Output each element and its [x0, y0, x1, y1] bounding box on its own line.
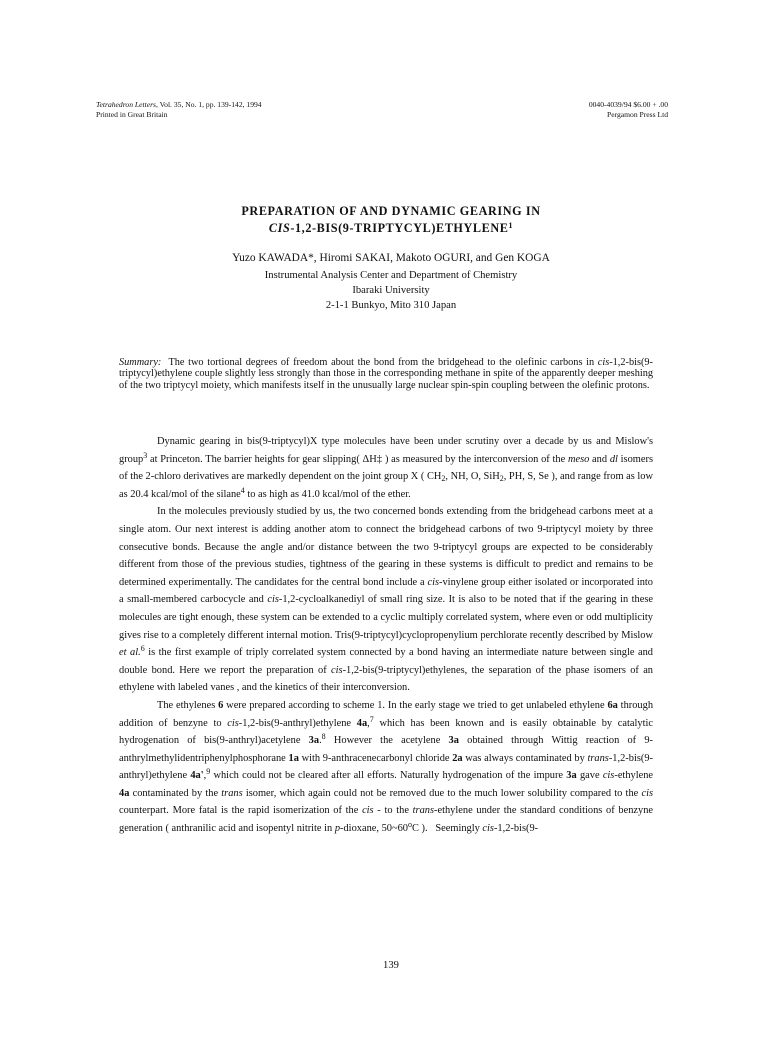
publisher: Pergamon Press Ltd: [606, 110, 668, 119]
summary-label: Summary:: [119, 357, 162, 368]
paragraph-2: In the molecules previously studied by us, the two concerned bonds extending from the bridgehead carbons meet at a single atom. Our next interest is adding another atom to connect the bridgehead carbons of two 9-triptycyl moiety by three consecutive bonds. Because the angle and/or distance between the two 9-triptycyl groups are expected to be considerably different from those of the previous studies, tightness of the gearing in these systems is difficult to predict and remains to be determined experimentally. The candidates for the central bond include a cis-vinylene group either isolated or incorporated into a small-membered carbocycle and cis-1,2-cycloalkanediyl of small ring size. It is also to be noted that if the gearing in these molecules are tight enough, these system can be extended to a cyclic multiply correlated system, where even or odd multiplicity gives rise to a completely different internal motion. Tris(9-triptycyl)cyclopropenylium perchlorate recently described by Mislow et al.$^6$ is the first example of triply correlated system connected by a bond having an intermediate nature between single and double bond. Here we report the preparation of cis-1,2-bis(9-triptycyl)ethylenes, the separation of the phase isomers of an ethylene with labeled vanes , and the kinetics of their interconversion.: [119, 506, 654, 694]
paper-title: [96, 203, 686, 237]
body-text: [119, 433, 653, 838]
journal-citation: Tetrahedron Letters, Vol. 35, No. 1, pp. 139-142, 1994: [96, 100, 262, 109]
issn-price: 0040-4039/94 $6.00 + .00: [588, 100, 668, 109]
title-line-2: CIS-1,2-BIS(9-TRIPTYCYL)ETHYLENE$^1$: [268, 221, 514, 235]
paragraph-3: The ethylenes 6 were prepared according to scheme 1. In the early stage we tried to get unlabeled ethylene 6a through addition of benzyne to cis-1,2-bis(9-anthryl)ethylene 4a,$^7$ which has been known and is easily obtainable by catalytic hydrogenation of bis(9-anthryl)acetylene 3a.$^8$ However the acetylene 3a obtained through Wittig reaction of 9-anthrylmethylidentriphenylphosphorane 1a with 9-anthracenecarbonyl chloride 2a was always contaminated by trans-1,2-bis(9-anthryl)ethylene 4a',$^9$ which could not be cleared after all efforts. Naturally hydrogenation of the impure 3a gave cis-ethylene 4a contaminated by the trans isomer, which again could not be removed due to the much lower solubility compared to the cis counterpart. More fatal is the rapid isomerization of the cis - to the trans-ethylene under the standard conditions of benzyne generation ( anthranilic acid and isopentyl nitrite in p-dioxane, 50~60$^o$C ). Seemingly cis-1,2-bis(9-: [119, 699, 654, 835]
affiliation-line-1: Instrumental Analysis Center and Department of Chemistry: [264, 270, 518, 281]
title-line-1: PREPARATION OF AND DYNAMIC GEARING IN: [241, 204, 541, 218]
author-list: Yuzo KAWADA*, Hiromi SAKAI, Makoto OGURI, and Gen KOGA: [232, 252, 550, 264]
summary: [119, 357, 653, 391]
journal-header: [96, 100, 262, 120]
affiliation-line-3: 2-1-1 Bunkyo, Mito 310 Japan: [325, 300, 457, 311]
paragraph-1: Dynamic gearing in bis(9-triptycyl)X type molecules have been under scrutiny over a decade by us and Mislow's group$^3$ at Princeton. The barrier heights for gear slipping( ΔH‡ ) as measured by the interconversion of the meso and dl isomers of the 2-chloro derivatives are markedly dependent on the joint group X ( $CH_2$, NH, O, SiH$_2$, PH, S, Se ), and range from as low as 20.4 kcal/mol of the silane$^4$ to as high as 41.0 kcal/mol of the ether.: [119, 436, 653, 500]
affiliation-line-2: Ibaraki University: [352, 285, 430, 296]
printed-in: Printed in Great Britain: [96, 110, 168, 119]
page-number: 139: [383, 960, 399, 971]
copyright-header: [589, 100, 668, 120]
summary-text: The two tortional degrees of freedom about the bond from the bridgehead to the olefinic carbons in cis-1,2-bis(9-triptycyl)ethylene couple slightly less strongly than those in the corresponding methane in spite of the apparently deeper meshing of the two triptycyl moiety, which manifests itself in the unusually large nuclear spin-spin coupling between the olefinic protons.: [119, 357, 653, 391]
affiliation: [96, 268, 686, 313]
